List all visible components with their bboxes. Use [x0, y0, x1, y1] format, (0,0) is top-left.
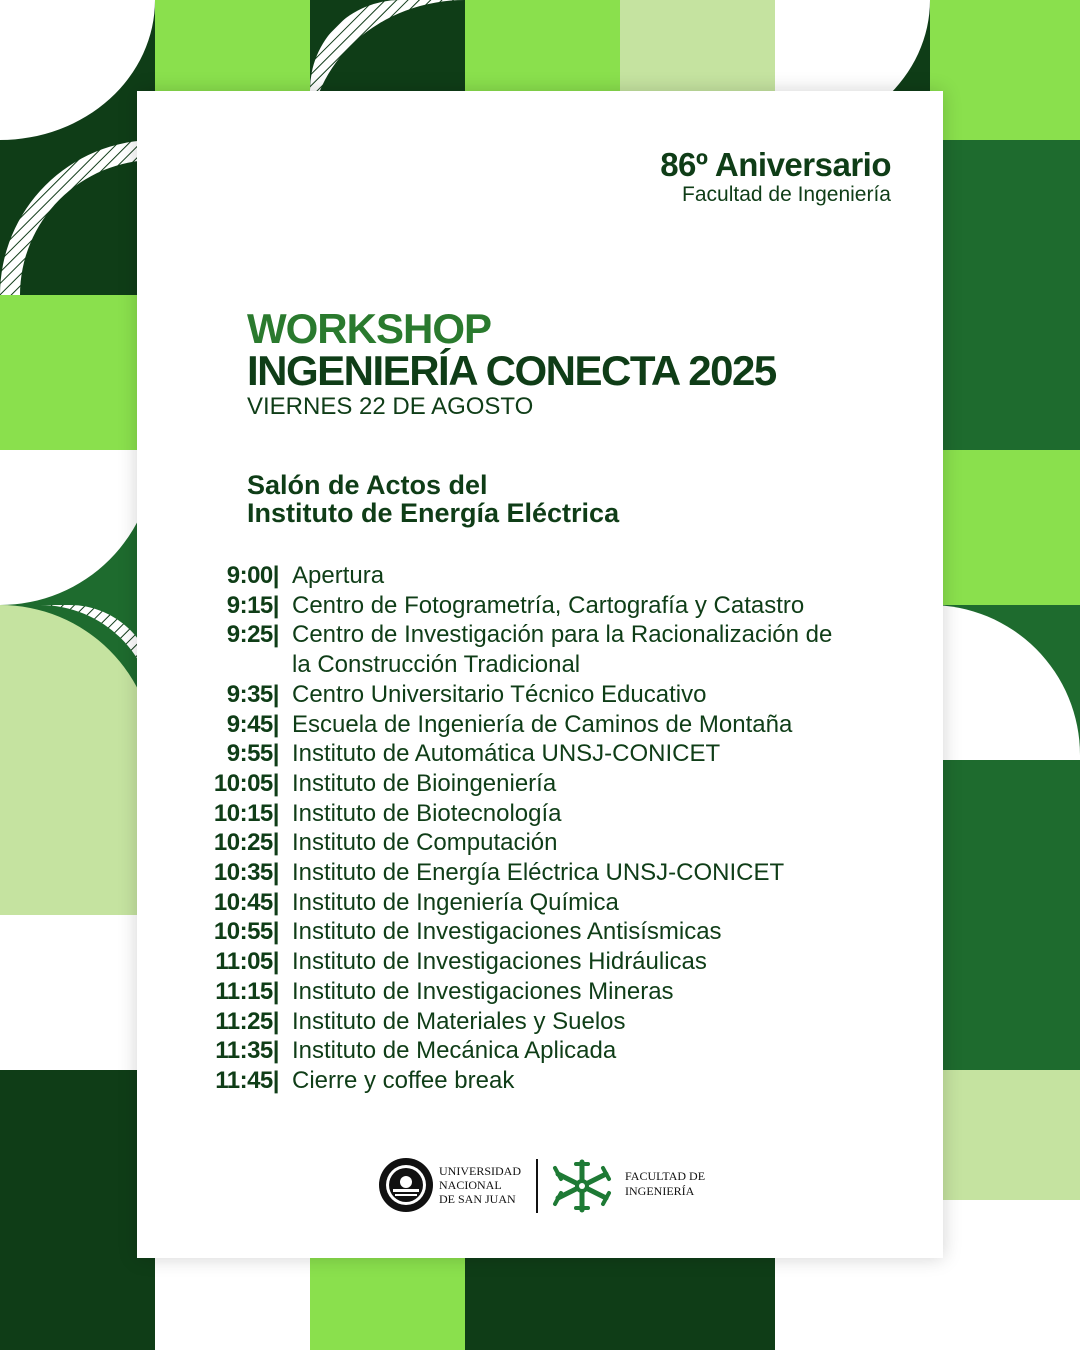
schedule-row [137, 977, 943, 1007]
schedule-row [137, 858, 943, 888]
event-kind: WORKSHOP [247, 305, 491, 352]
schedule-time: 11:35| [215, 1037, 279, 1065]
schedule-row [137, 1007, 943, 1037]
schedule-row [137, 680, 943, 710]
facultad-ingenieria-icon [552, 1158, 612, 1214]
unsj-line-2: NACIONAL [439, 1178, 502, 1192]
schedule-time: 9:15| [226, 591, 279, 619]
schedule-activity: Instituto de Computación [292, 829, 558, 857]
schedule-activity: Centro de Investigación para la Racionalización de la Construcción Tradicional [292, 621, 833, 679]
schedule-activity: Instituto de Investigaciones Hidráulicas [292, 948, 707, 976]
schedule-time: 10:45| [213, 888, 279, 916]
schedule-activity: Instituto de Materiales y Suelos [292, 1007, 626, 1035]
schedule-time: 11:15| [215, 977, 279, 1005]
schedule-time: 9:25| [226, 621, 279, 649]
schedule-time: 9:35| [226, 680, 279, 708]
anniversary-title: 86º Aniversario [660, 146, 891, 183]
schedule-activity: Apertura [292, 562, 385, 589]
schedule-list [137, 561, 943, 1096]
fi-line-1: FACULTAD DE [625, 1169, 706, 1183]
schedule-activity: Instituto de Biotecnología [292, 799, 562, 827]
schedule-row [137, 710, 943, 740]
venue-line-2: Instituto de Energía Eléctrica [247, 498, 620, 528]
schedule-time: 11:25| [215, 1007, 279, 1035]
schedule-activity: Instituto de Investigaciones Mineras [292, 977, 674, 1005]
schedule-row [137, 591, 943, 621]
schedule-row [137, 1066, 943, 1096]
schedule-activity: Cierre y coffee break [292, 1066, 515, 1094]
schedule-time: 10:25| [213, 829, 279, 857]
schedule-time: 11:05| [215, 948, 279, 976]
schedule-row [137, 769, 943, 799]
event-date: VIERNES 22 DE AGOSTO [247, 393, 534, 420]
schedule-time: 9:45| [226, 710, 279, 738]
venue [247, 471, 619, 527]
schedule-row [137, 620, 943, 679]
schedule-time: 10:05| [213, 769, 279, 797]
schedule-activity: Centro de Fotogrametría, Cartografía y Catastro [292, 591, 805, 619]
schedule-time: 9:00| [226, 562, 279, 589]
schedule-row [137, 1036, 943, 1066]
schedule-activity: Instituto de Bioingeniería [292, 769, 557, 797]
footer-logos [379, 1157, 709, 1217]
schedule-activity: Instituto de Automática UNSJ-CONICET [292, 740, 721, 768]
schedule-activity: Centro Universitario Técnico Educativo [292, 680, 707, 708]
schedule-row [137, 561, 943, 591]
schedule-time: 11:45| [215, 1066, 279, 1094]
schedule-activity: Escuela de Ingeniería de Caminos de Montaña [292, 710, 793, 738]
unsj-line-1: UNIVERSIDAD [439, 1164, 521, 1178]
schedule-time: 10:35| [213, 859, 279, 887]
schedule-row [137, 739, 943, 769]
schedule-row [137, 799, 943, 829]
schedule-row [137, 947, 943, 977]
schedule-activity: Instituto de Energía Eléctrica UNSJ-CONICET [292, 859, 785, 887]
unsj-line-3: DE SAN JUAN [439, 1192, 516, 1206]
facultad-name [625, 1169, 705, 1199]
program-card [137, 91, 943, 1258]
schedule-row [137, 828, 943, 858]
fi-line-2: INGENIERÍA [625, 1184, 695, 1198]
schedule-activity: Instituto de Mecánica Aplicada [292, 1037, 617, 1065]
schedule-activity: Instituto de Investigaciones Antisísmicas [292, 918, 722, 946]
schedule-time: 10:15| [213, 799, 279, 827]
schedule-time: 10:55| [213, 918, 279, 946]
event-name: INGENIERÍA CONECTA 2025 [247, 347, 776, 394]
schedule-time: 9:55| [226, 740, 279, 768]
schedule-row [137, 917, 943, 947]
venue-line-1: Salón de Actos del [247, 470, 488, 500]
unsj-seal-icon [379, 1158, 433, 1212]
anniversary-subtitle: Facultad de Ingeniería [682, 183, 891, 206]
schedule-row [137, 888, 943, 918]
schedule-activity: Instituto de Ingeniería Química [292, 888, 619, 916]
logo-divider [536, 1159, 538, 1213]
unsj-name [439, 1164, 521, 1206]
